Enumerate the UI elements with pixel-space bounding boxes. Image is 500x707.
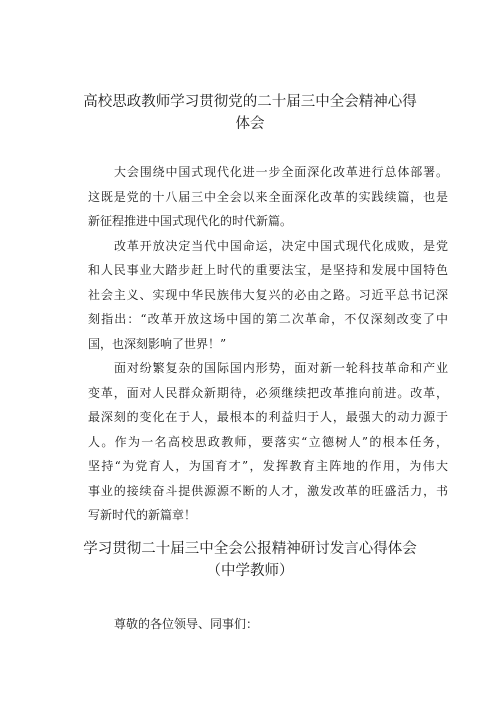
article-2-title-line-1: 学习贯彻二十届三中全会公报精神研讨发言心得体会 bbox=[83, 541, 417, 557]
paragraph-line: 刻指出：“改革开放这场中国的第二次革命，不仅深刻改变了中 bbox=[88, 312, 448, 326]
paragraph-line: 新征程推进中国式现代化的时代新篇。 bbox=[88, 214, 293, 228]
article-1-paragraph-3 bbox=[88, 356, 448, 528]
paragraph-line: 改革开放决定当代中国命运，决定中国式现代化成败，是党 bbox=[114, 238, 448, 253]
article-1-title-line-1: 高校思政教师学习贯彻党的二十届三中全会精神心得 bbox=[83, 94, 417, 110]
article-2-title-line-2: （中学教师） bbox=[206, 563, 294, 579]
article-1-paragraph-1 bbox=[88, 160, 448, 234]
article-1-body bbox=[88, 160, 448, 528]
paragraph-line: 社会主义、实现中华民族伟大复兴的必由之路。习近平总书记深 bbox=[88, 287, 448, 302]
article-2-greeting: 尊敬的各位领导、同事们： bbox=[114, 617, 259, 631]
paragraph-line: 变革，面对人民群众新期待，必须继续把改革推向前进。改革， bbox=[88, 385, 448, 400]
paragraph-line: 最深刻的变化在于人，最根本的利益归于人，最强大的动力源于 bbox=[88, 410, 448, 424]
article-1-title-line-2: 体会 bbox=[235, 116, 265, 132]
paragraph-line: 坚持“为党育人，为国育才”，发挥教育主阵地的作用，为伟大 bbox=[88, 459, 448, 473]
article-1-title bbox=[60, 91, 440, 135]
article-2-title bbox=[60, 538, 440, 582]
paragraph-line: 和人民事业大踏步赶上时代的重要法宝，是坚持和发展中国特色 bbox=[88, 263, 448, 277]
paragraph-line: 人。作为一名高校思政教师，要落实“立德树人”的根本任务， bbox=[88, 434, 448, 449]
paragraph-line: 大会围绕中国式现代化进一步全面深化改革进行总体部署。 bbox=[114, 165, 448, 179]
article-1-paragraph-2 bbox=[88, 234, 448, 357]
paragraph-line: 国，也深刻影响了世界！” bbox=[88, 336, 227, 351]
paragraph-line: 这既是党的十八届三中全会以来全面深化改革的实践续篇，也是 bbox=[88, 189, 448, 204]
paragraph-line: 事业的接续奋斗提供源源不断的人才，激发改革的旺盛活力，书 bbox=[88, 483, 448, 498]
paragraph-line: 面对纷繁复杂的国际国内形势，面对新一轮科技革命和产业 bbox=[114, 361, 448, 375]
paragraph-line: 写新时代的新篇章！ bbox=[88, 508, 197, 522]
